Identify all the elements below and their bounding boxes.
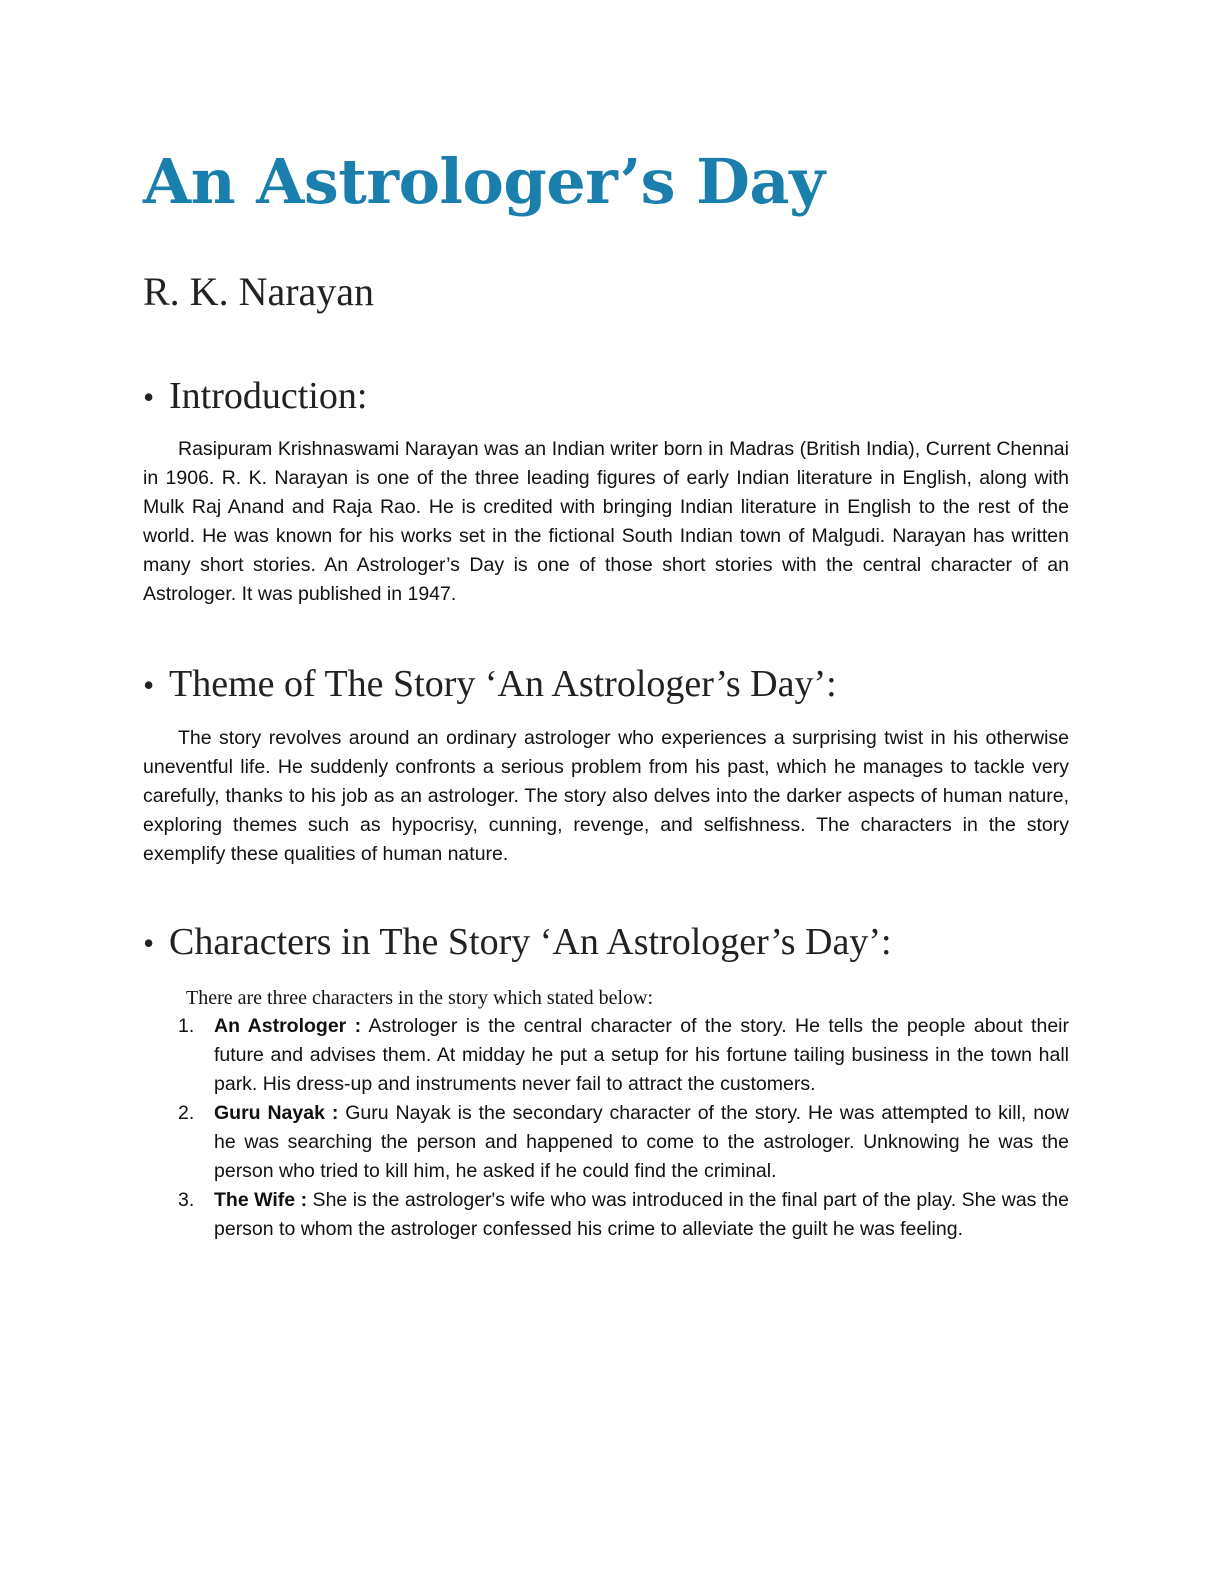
introduction-heading-text: Introduction: <box>169 375 368 417</box>
author-name: R. K. Narayan <box>143 269 375 314</box>
character-description: She is the astrologer's wife who was introduced in the final part of the play. She was the person to whom the astrologer confessed his crime to alleviate the guilt he was feeling. <box>214 1189 1069 1240</box>
bullet-icon: • <box>143 667 155 703</box>
character-name: An Astrologer : <box>214 1015 362 1037</box>
characters-list <box>178 1012 1069 1244</box>
list-item-number: 1. <box>178 1015 195 1037</box>
theme-heading-text: Theme of The Story ‘An Astrologer’s Day’: <box>169 663 837 705</box>
introduction-heading <box>143 374 367 420</box>
document-title: An Astrologer’s Day <box>143 145 825 218</box>
characters-intro: There are three characters in the story which stated below: <box>186 987 654 1009</box>
list-item <box>178 1099 1069 1186</box>
characters-heading-text: Characters in The Story ‘An Astrologer’s Day’: <box>169 921 892 963</box>
list-item-number: 3. <box>178 1189 195 1211</box>
list-item-number: 2. <box>178 1102 195 1124</box>
bullet-icon: • <box>143 379 155 415</box>
introduction-paragraph: Rasipuram Krishnaswami Narayan was an Indian writer born in Madras (British India), Current Chennai in 1906. R. K. Narayan is one of the three leading figures of early Indian literature in English, along with Mulk Raj Anand and Raja Rao. He is credited with bringing Indian literature in English to the rest of the world. He was known for his works set in the fictional South Indian town of Malgudi. Narayan has written many short stories. An Astrologer’s Day is one of those short stories with the central character of an Astrologer. It was published in 1947. <box>143 438 1069 605</box>
list-item <box>178 1012 1069 1099</box>
theme-paragraph: The story revolves around an ordinary astrologer who experiences a surprising twist in his otherwise uneventful life. He suddenly confronts a serious problem from his past, which he manages to tackle very carefully, thanks to his job as an astrologer. The story also delves into the darker aspects of human nature, exploring themes such as hypocrisy, cunning, revenge, and selfishness. The characters in the story exemplify these qualities of human nature. <box>143 727 1069 865</box>
character-description: Guru Nayak is the secondary character of the story. He was attempted to kill, now he was searching the person and happened to come to the astrologer. Unknowing he was the person who tried to kill him, he asked if he could find the criminal. <box>214 1102 1069 1182</box>
theme-heading <box>143 662 837 708</box>
character-description: Astrologer is the central character of the story. He tells the people about their future and advises them. At midday he put a setup for his fortune tailing business in the town hall park. His dress-up and instruments never fail to attract the customers. <box>214 1015 1069 1095</box>
bullet-icon: • <box>143 925 155 961</box>
list-item <box>178 1186 1069 1244</box>
character-name: The Wife : <box>214 1189 308 1211</box>
characters-heading <box>143 920 892 966</box>
character-name: Guru Nayak : <box>214 1102 339 1124</box>
